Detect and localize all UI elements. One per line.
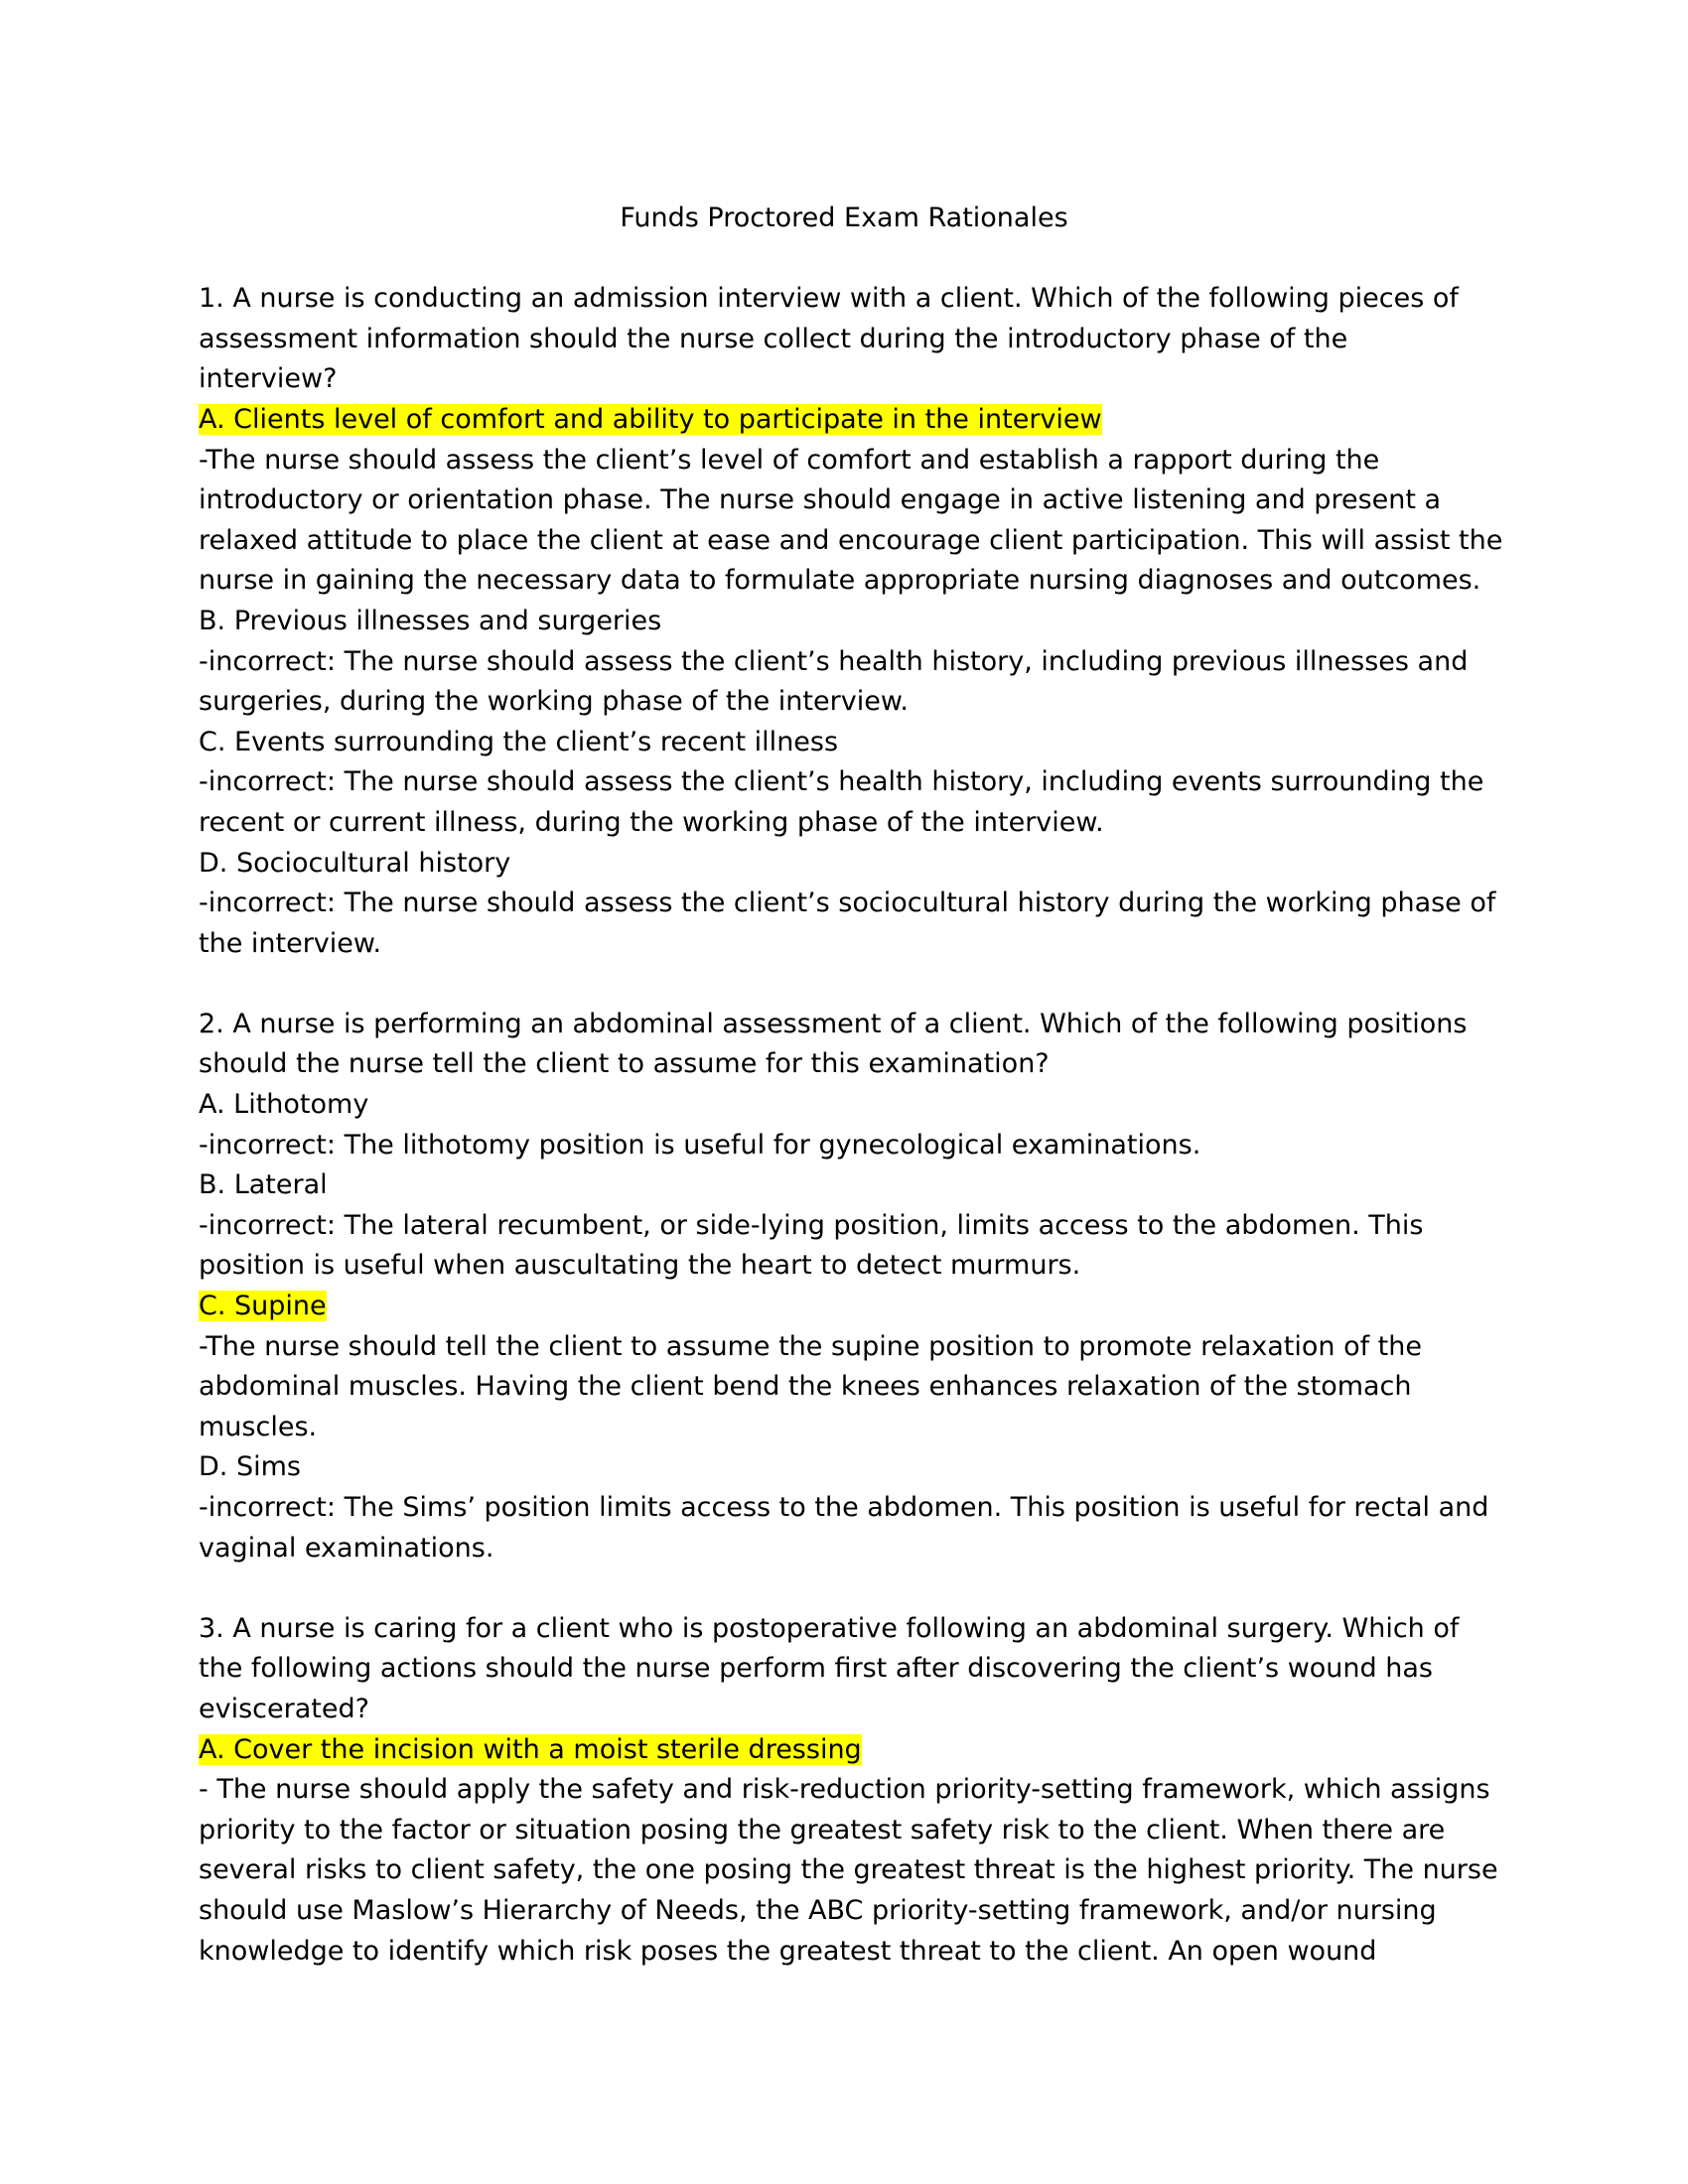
question-list bbox=[199, 279, 1503, 1972]
answer-option-label: D. Sims bbox=[199, 1451, 301, 1483]
rationale-line: abdominal muscles. Having the client bend the knees enhances relaxation of the stomach bbox=[199, 1371, 1412, 1403]
rationale-line: recent or current illness, during the working phase of the interview. bbox=[199, 806, 1104, 838]
rationale-line: -incorrect: The nurse should assess the client’s sociocultural history during the working phase of bbox=[199, 887, 1496, 919]
answer-option bbox=[199, 723, 1489, 763]
rationale-line: -incorrect: The Sims’ position limits access to the abdomen. This position is useful for rectal and bbox=[199, 1492, 1489, 1523]
question-stem-line: should the nurse tell the client to assume for this examination? bbox=[199, 1048, 1050, 1080]
rationale-line: - The nurse should apply the safety and risk-reduction priority-setting framework, which assigns bbox=[199, 1774, 1490, 1806]
rationale-line: nurse in gaining the necessary data to formulate appropriate nursing diagnoses and outcomes. bbox=[199, 565, 1481, 597]
answer-option-label: B. Lateral bbox=[199, 1169, 328, 1201]
rationale-line: muscles. bbox=[199, 1411, 318, 1442]
answer-option bbox=[199, 844, 1489, 885]
rationale-line: surgeries, during the working phase of the interview. bbox=[199, 686, 909, 718]
rationale-line: vaginal examinations. bbox=[199, 1532, 494, 1564]
rationale-line: -The nurse should assess the client’s level of comfort and establish a rapport during the bbox=[199, 444, 1380, 476]
answer-option-label: B. Previous illnesses and surgeries bbox=[199, 605, 662, 636]
rationale-line: position is useful when auscultating the heart to detect murmurs. bbox=[199, 1250, 1081, 1282]
correct-answer-option bbox=[199, 1287, 1489, 1327]
question-stem-line: 3. A nurse is caring for a client who is postoperative following an abdominal surgery. Which of bbox=[199, 1612, 1460, 1644]
question-stem-line: interview? bbox=[199, 363, 338, 395]
spacer bbox=[199, 1569, 1489, 1609]
answer-option bbox=[199, 1447, 1489, 1488]
question-stem-line: 2. A nurse is performing an abdominal assessment of a client. Which of the following positions bbox=[199, 1008, 1468, 1039]
rationale-line: should use Maslow’s Hierarchy of Needs, the ABC priority-setting framework, and/or nursing bbox=[199, 1894, 1437, 1926]
answer-option-label: C. Supine bbox=[199, 1291, 327, 1322]
correct-answer-option bbox=[199, 400, 1489, 441]
rationale-line: several risks to client safety, the one posing the greatest threat is the highest priority. The nurse bbox=[199, 1854, 1498, 1886]
spacer bbox=[199, 239, 1489, 280]
answer-option-label: A. Lithotomy bbox=[199, 1089, 369, 1121]
document-title: Funds Proctored Exam Rationales bbox=[620, 203, 1068, 233]
question-stem-line: 1. A nurse is conducting an admission interview with a client. Which of the following pieces of bbox=[199, 283, 1459, 315]
document-body bbox=[199, 199, 1503, 1972]
question-block bbox=[199, 1609, 1498, 1972]
rationale-line: -incorrect: The lateral recumbent, or side-lying position, limits access to the abdomen. This bbox=[199, 1209, 1424, 1241]
rationale-line: relaxed attitude to place the client at ease and encourage client participation. This will assist the bbox=[199, 524, 1503, 556]
question-stem-line: the following actions should the nurse perform first after discovering the client’s wound has bbox=[199, 1653, 1433, 1685]
answer-option bbox=[199, 1085, 1489, 1126]
answer-option bbox=[199, 1165, 1489, 1206]
rationale-line: -incorrect: The lithotomy position is useful for gynecological examinations. bbox=[199, 1129, 1201, 1160]
question-block bbox=[199, 279, 1503, 964]
answer-option bbox=[199, 602, 1489, 642]
rationale-line: knowledge to identify which risk poses the greatest threat to the client. An open wound bbox=[199, 1935, 1377, 1967]
correct-answer-option bbox=[199, 1730, 1489, 1771]
rationale-line: -incorrect: The nurse should assess the client’s health history, including previous illnesses and bbox=[199, 645, 1469, 677]
rationale-line: -The nurse should tell the client to assume the supine position to promote relaxation of the bbox=[199, 1330, 1422, 1362]
answer-option-label: C. Events surrounding the client’s recent illness bbox=[199, 726, 839, 757]
rationale-line: -incorrect: The nurse should assess the client’s health history, including events surrounding the bbox=[199, 766, 1484, 798]
rationale-line: the interview. bbox=[199, 927, 382, 959]
question-block bbox=[199, 1005, 1489, 1569]
rationale-line: priority to the factor or situation posing the greatest safety risk to the client. When there are bbox=[199, 1814, 1446, 1845]
answer-option-label: A. Clients level of comfort and ability to participate in the interview bbox=[199, 403, 1102, 435]
rationale-line: introductory or orientation phase. The nurse should engage in active listening and present a bbox=[199, 484, 1442, 516]
question-stem-line: assessment information should the nurse collect during the introductory phase of the bbox=[199, 323, 1348, 354]
answer-option-label: A. Cover the incision with a moist sterile dressing bbox=[199, 1733, 862, 1765]
question-stem-line: eviscerated? bbox=[199, 1693, 369, 1724]
spacer bbox=[199, 964, 1489, 1005]
answer-option-label: D. Sociocultural history bbox=[199, 847, 511, 879]
